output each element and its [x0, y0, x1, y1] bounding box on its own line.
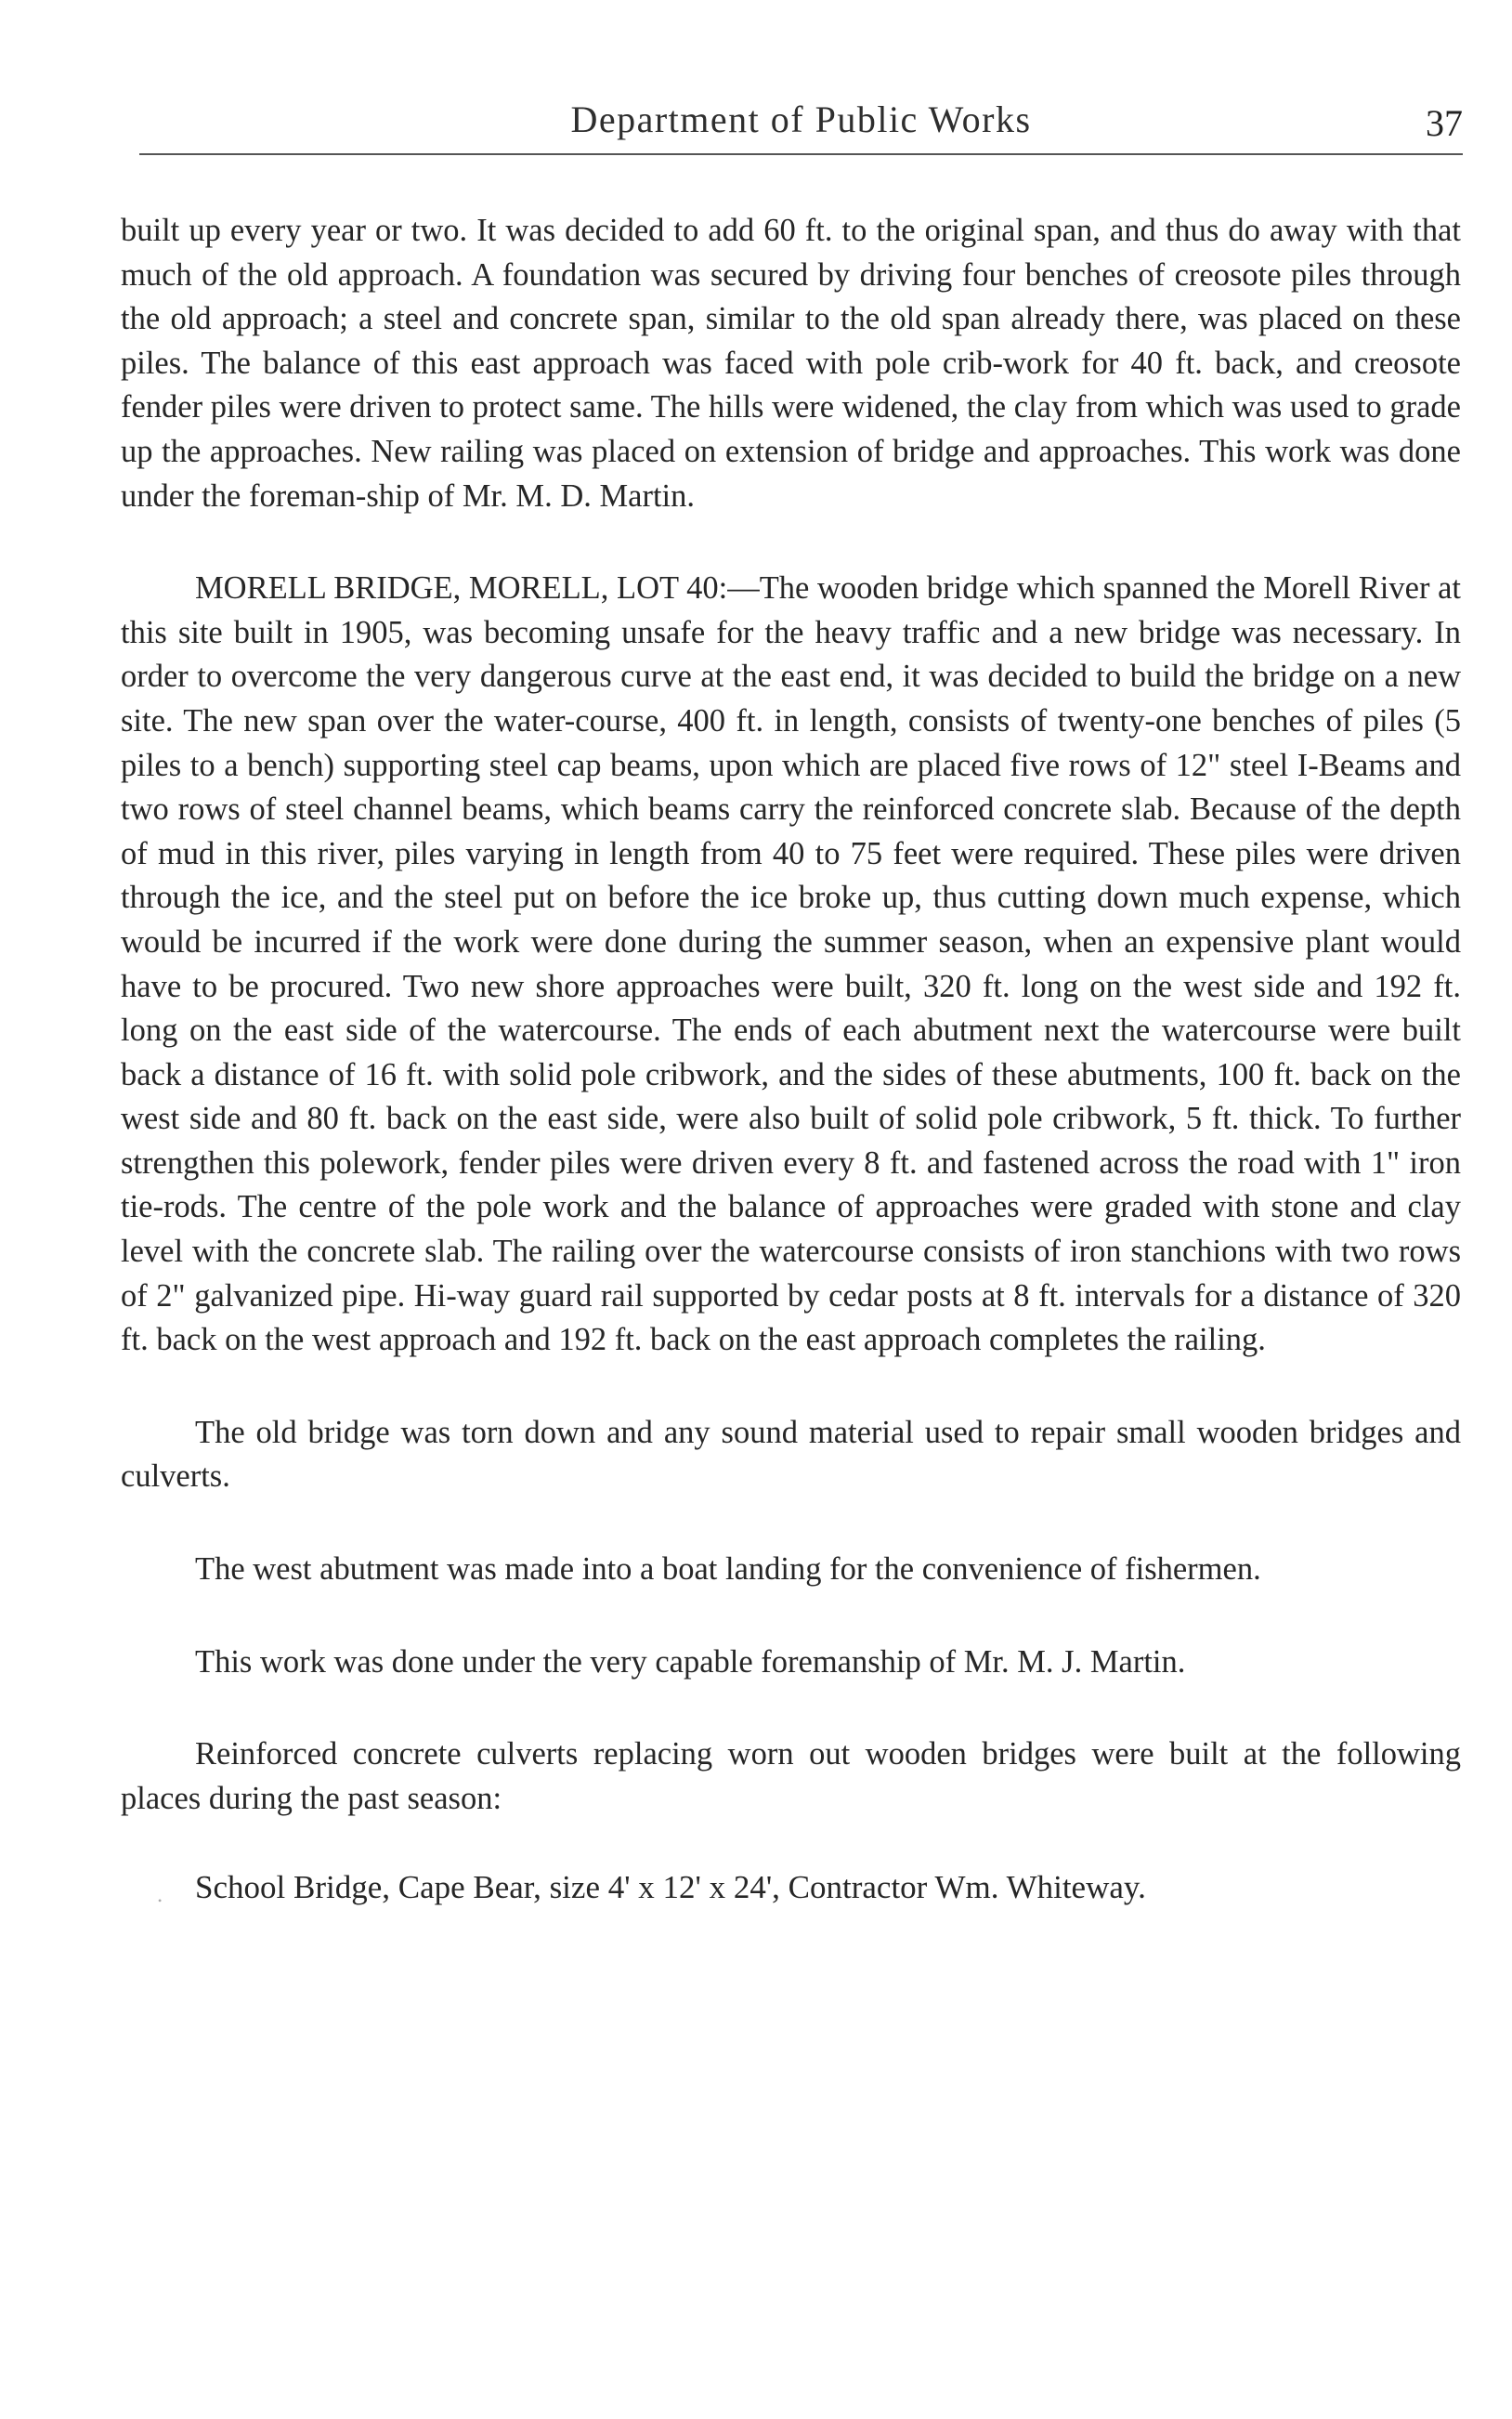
- paragraph-boat-landing: The west abutment was made into a boat landing for the convenience of fishermen.: [195, 1551, 1261, 1588]
- paragraph-old-bridge: The old bridge was torn down and any sound material used to repair small wooden bridges and culverts.: [121, 1414, 1461, 1495]
- list-item: [121, 1865, 1461, 1910]
- header-rule: [139, 153, 1463, 155]
- bullet-mark: •: [158, 1894, 163, 1908]
- paragraph-continuation: built up every year or two. It was decided to add 60 ft. to the original span, and thus do away with that much of the old approach. A foundation was secured by driving four benches of creosote piles through the old approach; a steel and concrete span, similar to the old span already there, was placed on these piles. The balance of this east approach was faced with pole crib-work for 40 ft. back, and creosote fender piles were driven to protect same. The hills were widened, the clay from which was used to grade up the approaches. New railing was placed on extension of bridge and approaches. This work was done under the foreman-ship of Mr. M. D. Martin.: [121, 213, 1461, 514]
- page-number: 37: [1426, 102, 1463, 144]
- body-text: [121, 209, 1461, 1910]
- header-title: Department of Public Works: [570, 98, 1032, 140]
- running-header: [139, 98, 1463, 153]
- paragraph-culverts: Reinforced concrete culverts replacing worn out wooden bridges were built at the following places during the past season:: [121, 1736, 1461, 1816]
- list-item-text: School Bridge, Cape Bear, size 4' x 12' x 24', Contractor Wm. Whiteway.: [195, 1869, 1146, 1906]
- paragraph-morell-bridge: MORELL BRIDGE, MORELL, LOT 40:—The wooden bridge which spanned the Morell River at this site built in 1905, was becoming unsafe for the heavy traffic and a new bridge was necessary. In order to overcome the very dangerous curve at the east end, it was decided to build the bridge on a new site. The new span over the water-course, 400 ft. in length, consists of twenty-one benches of piles (5 piles to a bench) supporting steel cap beams, upon which are placed five rows of 12" steel I-Beams and two rows of steel channel beams, which beams carry the reinforced concrete slab. Because of the depth of mud in this river, piles varying in length from 40 to 75 feet were required. These piles were driven through the ice, and the steel put on before the ice broke up, thus cutting down much expense, which would be incurred if the work were done during the summer season, when an expensive plant would have to be procured. Two new shore approaches were built, 320 ft. long on the west side and 192 ft. long on the east side of the watercourse. The ends of each abutment next the watercourse were built back a distance of 16 ft. with solid pole cribwork, and the sides of these abutments, 100 ft. back on the west side and 80 ft. back on the east side, were also built of solid pole cribwork, 5 ft. thick. To further strengthen this polework, fender piles were driven every 8 ft. and fastened across the road with 1" iron tie-rods. The centre of the pole work and the balance of approaches were graded with stone and clay level with the concrete slab. The railing over the watercourse consists of iron stanchions with two rows of 2" galvanized pipe. Hi-way guard rail supported by cedar posts at 8 ft. intervals for a distance of 320 ft. back on the west approach and 192 ft. back on the east approach completes the railing.: [121, 570, 1461, 1358]
- paragraph-foremanship: This work was done under the very capable foremanship of Mr. M. J. Martin.: [195, 1643, 1186, 1680]
